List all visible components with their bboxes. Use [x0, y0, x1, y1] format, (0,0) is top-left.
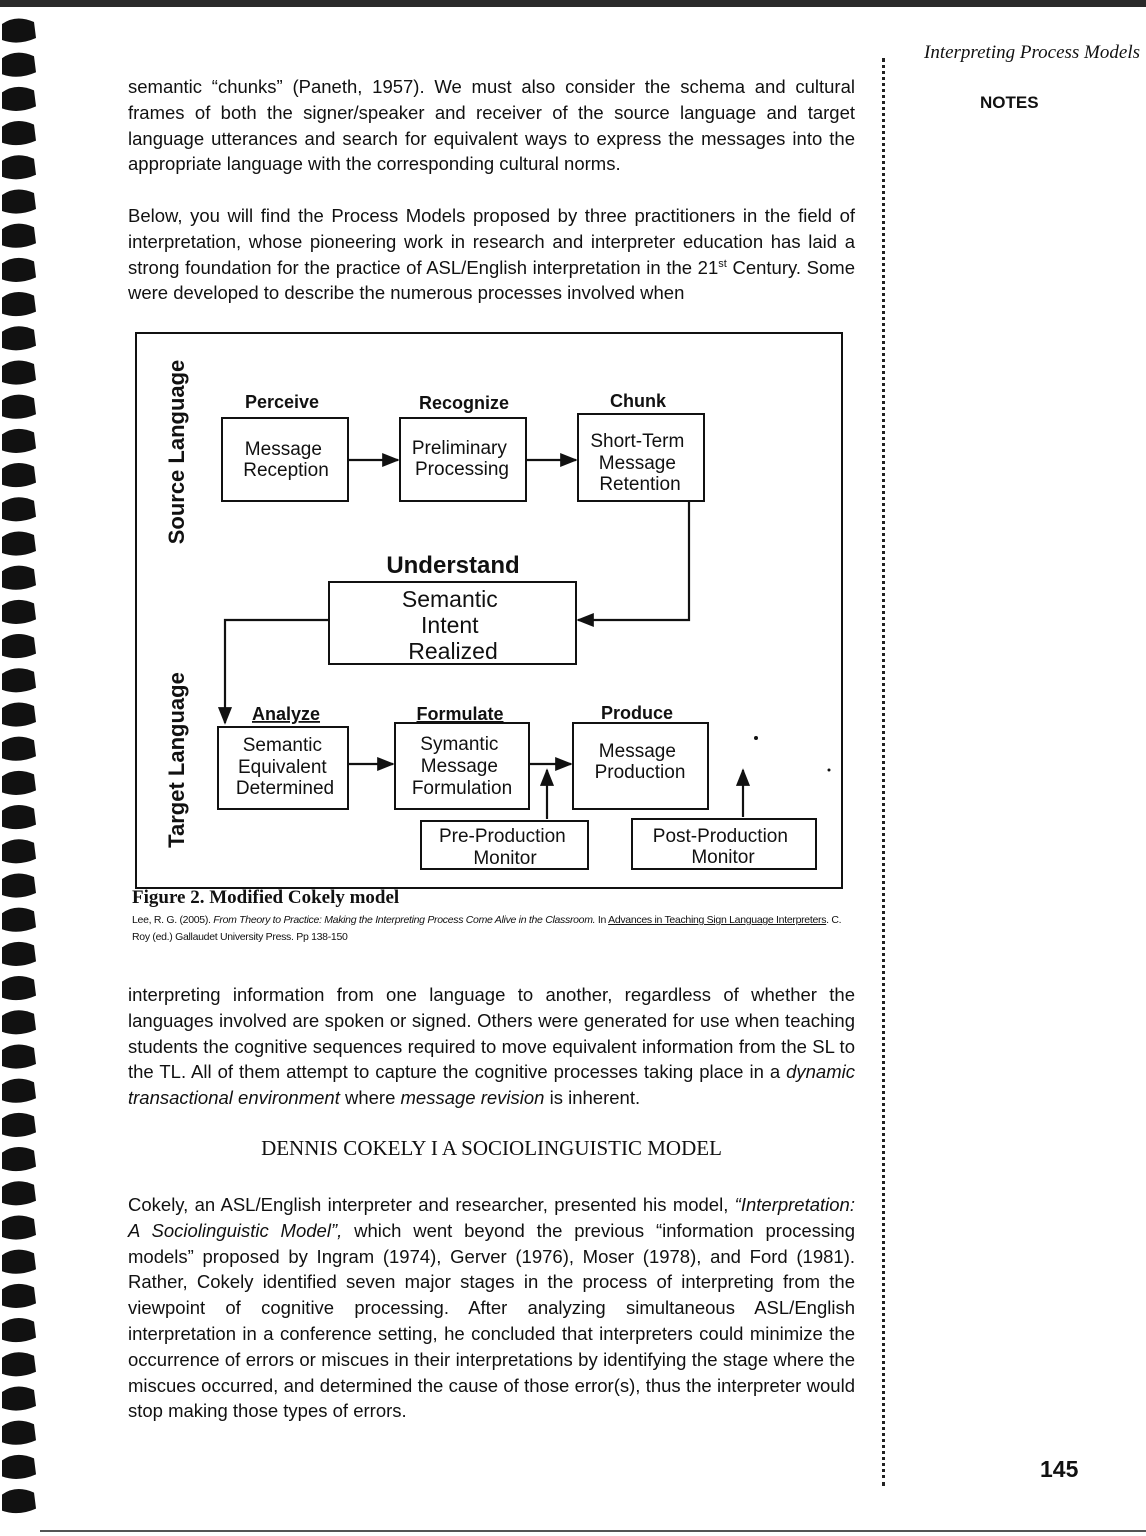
paragraph-3-b: where [339, 1087, 401, 1109]
paragraph-3 [128, 982, 855, 1111]
binding-ring [2, 189, 36, 213]
post-production-monitor-text: Post-Production Monitor [652, 826, 788, 868]
citation-prefix: Lee, R. G. (2005). [132, 914, 214, 926]
binding-ring [2, 908, 36, 932]
paragraph-4-em: “Interpretation: A Sociolinguistic Model”, [128, 1194, 855, 1241]
binding-ring [2, 18, 36, 42]
binding-ring [2, 1079, 36, 1103]
page-number: 145 [1040, 1456, 1079, 1482]
binding-ring [2, 805, 36, 829]
source-language-label: Source Language [164, 359, 189, 545]
citation-book: Advances in Teaching Sign Language Interpreters [608, 914, 827, 926]
stray-dot [754, 736, 758, 740]
binding-ring [2, 1147, 36, 1171]
binding-ring [2, 87, 36, 111]
bottom-edge-line [40, 1530, 1146, 1532]
short-term-retention-text: Short-Term Message Retention [590, 431, 685, 495]
binding-ring [2, 121, 36, 145]
paragraph-3-em2: message revision [400, 1087, 545, 1109]
binding-ring [2, 326, 36, 350]
semantic-intent-text: Semantic Intent Realized [401, 586, 498, 664]
stage-analyze: Analyze [251, 704, 321, 724]
binding-ring [2, 224, 36, 248]
message-reception-text: Message Reception [243, 439, 329, 481]
binding-ring [2, 429, 36, 453]
binding-ring [2, 53, 36, 77]
binding-ring [2, 463, 36, 487]
preliminary-processing-text: Preliminary Processing [411, 438, 509, 480]
figure-citation [132, 912, 852, 946]
binding-ring [2, 395, 36, 419]
citation-title: From Theory to Practice: Making the Interpreting Process Come Alive in the Classroom. [213, 914, 596, 926]
binding-ring [2, 1215, 36, 1239]
binding-ring [2, 1010, 36, 1034]
arrow-retention-to-intent [578, 501, 689, 620]
paragraph-3-a: interpreting information from one language to another, regardless of whether the languages involved are spoken or signed. Others were generated for use when teaching students the cognitive sequences required to move equivalent information from the SL to the TL. All of them attempt to capture the cognitive processes taking place in a [128, 984, 855, 1083]
stage-produce: Produce [600, 703, 674, 723]
ordinal-suffix: st [718, 257, 727, 270]
binding-ring [2, 1489, 36, 1513]
binding-ring [2, 1250, 36, 1274]
binding-ring [2, 531, 36, 555]
paragraph-3-c: is inherent. [544, 1087, 641, 1109]
binding-ring [2, 360, 36, 384]
notes-divider [882, 58, 885, 1486]
top-edge-bar [0, 0, 1146, 7]
binding-ring [2, 942, 36, 966]
paragraph-2-end: Century. Some were developed to describe the numerous processes involved when [128, 256, 855, 304]
stage-understand: Understand [386, 552, 520, 579]
stage-recognize: Recognize [418, 393, 510, 413]
binding-ring [2, 497, 36, 521]
binding-ring [2, 1318, 36, 1342]
binding-ring [2, 566, 36, 590]
paragraph-4-a: Cokely, an ASL/English interpreter and researcher, presented his model, [128, 1194, 735, 1215]
section-heading: DENNIS COKELY I A SOCIOLINGUISTIC MODEL [261, 1136, 722, 1160]
binding-ring [2, 1113, 36, 1137]
paragraph-2 [128, 203, 855, 306]
binding-ring [2, 1386, 36, 1410]
notes-label: NOTES [980, 93, 1039, 112]
binding-ring [2, 600, 36, 624]
citation-suffix: . C. Roy (ed.) Gallaudet University Press. Pp 138-150 [132, 914, 842, 943]
binding-ring [2, 702, 36, 726]
cokely-model-diagram [132, 330, 844, 890]
stage-chunk: Chunk [610, 391, 666, 411]
binding-ring [2, 292, 36, 316]
stray-dot [828, 769, 831, 772]
figure-caption: Figure 2. Modified Cokely model [132, 887, 400, 908]
binding-ring [2, 668, 36, 692]
binding-ring [2, 839, 36, 863]
binding-ring [2, 737, 36, 761]
binding-ring [2, 1421, 36, 1445]
pre-production-monitor-text: Pre-Production Monitor [438, 826, 566, 869]
binding-ring [2, 873, 36, 897]
binding-ring [2, 771, 36, 795]
binding-ring [2, 1455, 36, 1479]
paragraph-4-b: which went beyond the previous “information processing models” proposed by Ingram (1974), Gerver (1976), Moser (1978), and Ford (1981). Rather, Cokely identified seven major stages in the process of interpreting from the viewpoint of cognitive processing. After analyzing simultaneous ASL/English interpretation in a conference setting, he concluded that interpreters could minimize the occurrence of errors or miscues in their interpretations by identifying the stage where the miscues occurred, and determined the cause of those error(s), thus the interpreter would stop making those types of errors. [128, 1219, 855, 1422]
citation-in: In [595, 914, 609, 926]
symantic-formulation-text: Symantic Message Formulation [411, 734, 513, 799]
paragraph-4 [128, 1192, 855, 1424]
spiral-binding [0, 10, 42, 1530]
binding-ring [2, 976, 36, 1000]
binding-ring [2, 1352, 36, 1376]
stage-perceive: Perceive [244, 392, 320, 412]
binding-ring [2, 634, 36, 658]
message-production-text: Message Production [594, 741, 686, 783]
paragraph-1: semantic “chunks” (Paneth, 1957). We must also consider the schema and cultural frames of both the signer/speaker and receiver of the source language and target language utterances and search for equivalent ways to express the messages into the appropriate language with the corresponding cultural norms. [128, 76, 855, 175]
stage-formulate: Formulate [416, 704, 504, 724]
binding-ring [2, 155, 36, 179]
paragraph-3-em1: dynamic transactional environment [128, 1061, 855, 1109]
binding-ring [2, 1044, 36, 1068]
paragraph-2-main: Below, you will find the Process Models proposed by three practitioners in the field of interpretation, whose pioneering work in research and interpreter education has laid a strong foundation for the practice of ASL/English interpretation in the 21 [128, 205, 855, 278]
binding-ring [2, 1181, 36, 1205]
semantic-equivalent-text: Semantic Equivalent Determined [235, 735, 335, 799]
binding-ring [2, 258, 36, 282]
binding-ring [2, 1284, 36, 1308]
running-title: Interpreting Process Models [924, 42, 1140, 63]
target-language-label: Target Language [164, 672, 189, 848]
